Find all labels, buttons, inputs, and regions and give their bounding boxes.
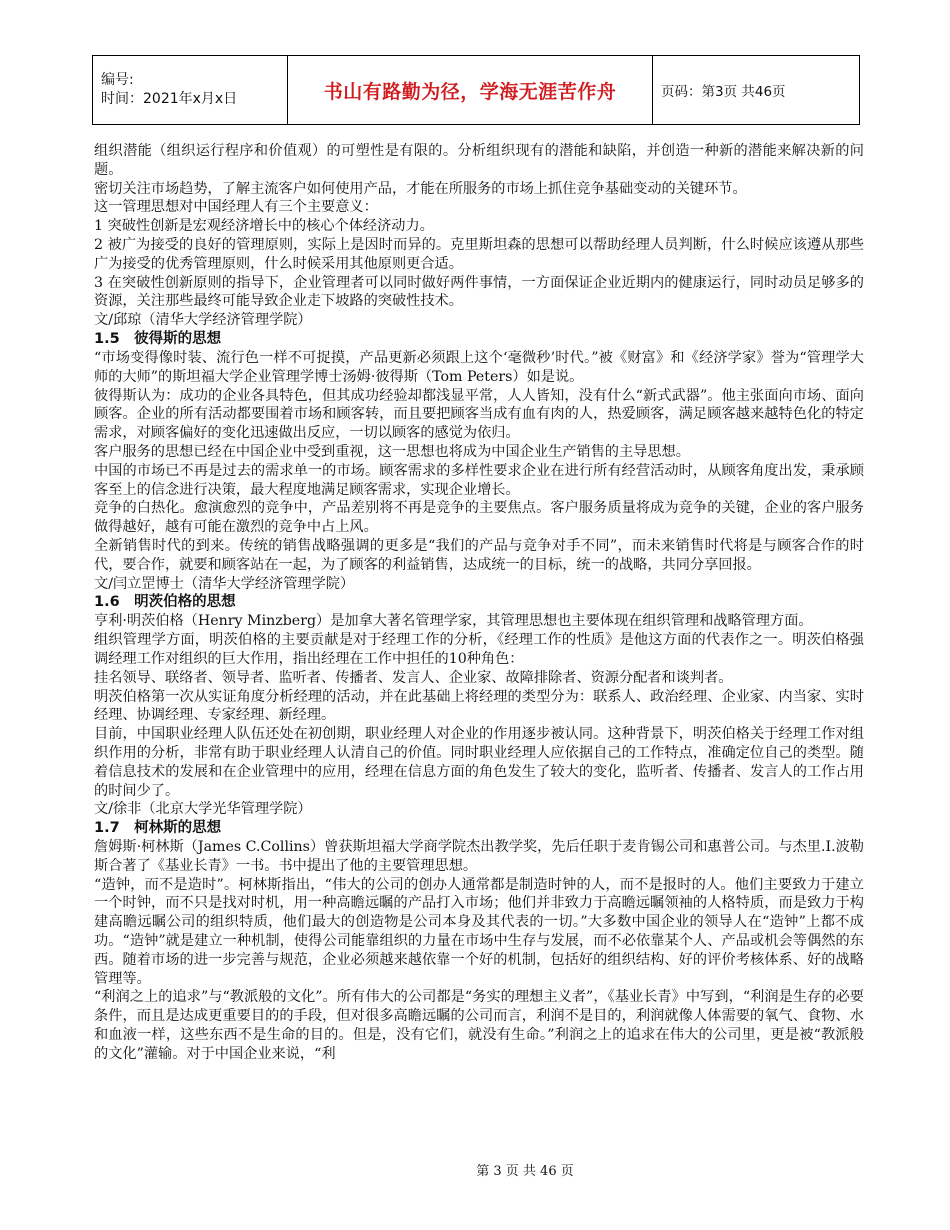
body-paragraph: 亨利·明茨伯格（Henry Minzberg）是加拿大著名管理学家，其管理思想也主要体现在组织管理和战略管理方面。 xyxy=(94,613,813,630)
body-paragraph: 2 被广为接受的良好的管理原则，实际上是因时而异的。克里斯坦森的思想可以帮助经理人员判断，什么时候应该遵从那些广为接受的优秀管理原则，什么时候采用其他原则更合适。 xyxy=(94,236,864,272)
document-body xyxy=(94,142,864,1064)
body-paragraph: “造钟，而不是造时”。柯林斯指出，“伟大的公司的创办人通常都是制造时钟的人，而不是报时的人。他们主要致力于建立一个时钟，而不只是找对时机，用一种高瞻远瞩的产品打入市场；他们并非致力于高瞻远瞩领袖的人格特质，而是致力于构建高瞻远瞩公司的组织特质，他们最大的创造物是公司本身及其代表的一切。”大多数中国企业的领导人在“造钟”上都不成功。“造钟”就是建立一种机制，使得公司能靠组织的力量在市场中生存与发展，而不必依靠某个人、产品或机会等偶然的东西。随着市场的进一步完善与规范，企业必须越来越依靠一个好的机制，包括好的组织结构、好的评价考核体系、好的战略管理等。 xyxy=(94,876,864,987)
body-paragraph: 詹姆斯·柯林斯（James C.Collins）曾获斯坦福大学商学院杰出教学奖，先后任职于麦肯锡公司和惠普公司。与杰里.I.波勒斯合著了《基业长青》一书。书中提出了他的主要管理思想。 xyxy=(94,839,864,874)
page-info: 页码：第3页 共46页 xyxy=(661,84,786,100)
body-paragraph: 目前，中国职业经理人队伍还处在初创期，职业经理人对企业的作用逐步被认同。这种背景下，明茨伯格关于经理工作对组织作用的分析，非常有助于职业经理人认清自己的价值。同时职业经理人应依据自己的工作特点，准确定位自己的类型。随着信息技术的发展和在企业管理中的应用，经理在信息方面的角色发生了较大的变化，监听者、传播者、发言人的工作占用的时间少了。 xyxy=(94,726,864,799)
number-label: 编号: xyxy=(101,72,134,88)
body-paragraph: 文/邱琼（清华大学经济管理学院） xyxy=(94,312,312,329)
page-footer xyxy=(0,1160,950,1179)
body-paragraph: 组织管理学方面，明茨伯格的主要贡献是对于经理工作的分析，《经理工作的性质》是他这方面的代表作之一。明茨伯格强调经理工作对组织的巨大作用，指出经理在工作中担任的10种角色： xyxy=(94,632,864,667)
motto-text: 书山有路勤为径，学海无涯苦作舟 xyxy=(323,80,617,103)
footer-page-number: 第 3 页 共 46 页 xyxy=(476,1164,574,1179)
body-paragraph: 全新销售时代的到来。传统的销售战略强调的更多是“我们的产品与竞争对手不同”，而未来销售时代将是与顾客合作的时代，要合作，就要和顾客站在一起，为了顾客的利益销售，达成统一的目标，统一的战略，共同分享回报。 xyxy=(94,537,864,573)
body-paragraph: 组织潜能（组织运行程序和价值观）的可塑性是有限的。分析组织现有的潜能和缺陷，并创造一种新的潜能来解决新的问题。 xyxy=(94,143,864,178)
body-paragraph: 挂名领导、联络者、领导者、监听者、传播者、发言人、企业家、故障排除者、资源分配者和谈判者。 xyxy=(94,669,733,686)
body-paragraph: 3 在突破性创新原则的指导下，企业管理者可以同时做好两件事情，一方面保证企业近期内的健康运行，同时动员足够多的资源，关注那些最终可能导致企业走下坡路的突破性技术。 xyxy=(94,274,864,310)
body-paragraph: “利润之上的追求”与“教派般的文化”。所有伟大的公司都是“务实的理想主义者”，《基业长青》中写到，“利润是生存的必要条件，而且是达成更重要目的的手段，但对很多高瞻远瞩的公司而言，利润不是目的，利润就像人体需要的氧气、食物、水和血液一样，这些东西不是生命的目的。但是，没有它们，就没有生命。”利润之上的追求在伟大的公司里，更是被“教派般的文化”灌输。对于中国企业来说，“利 xyxy=(94,989,864,1062)
header-page-cell xyxy=(653,56,859,124)
header-table xyxy=(92,55,860,125)
body-paragraph: “市场变得像时装、流行色一样不可捉摸，产品更新必须跟上这个‘毫微秒’时代。”被《财富》和《经济学家》誉为“管理学大师的大师”的斯坦福大学企业管理学博士汤姆·彼得斯（Tom Peters）如是说。 xyxy=(94,349,864,385)
body-paragraph: 彼得斯认为：成功的企业各具特色，但其成功经验却都浅显平常，人人皆知，没有什么“新式武器”。他主张面向市场、面向顾客。企业的所有活动都要围着市场和顾客转，而且要把顾客当成有血有肉的人，热爱顾客，满足顾客越来越特色化的特定需求，对顾客偏好的变化迅速做出反应，一切以顾客的感觉为依归。 xyxy=(94,387,864,442)
body-paragraph: 明茨伯格第一次从实证角度分析经理的活动，并在此基础上将经理的类型分为：联系人、政治经理、企业家、内当家、实时经理、协调经理、专家经理、新经理。 xyxy=(94,688,864,724)
section-heading: 1.7 柯林斯的思想 xyxy=(94,820,222,837)
body-paragraph: 1 突破性创新是宏观经济增长中的核心个体经济动力。 xyxy=(94,218,434,235)
time-label: 时间：2021年x月x日 xyxy=(101,91,238,107)
section-heading: 1.5 彼得斯的思想 xyxy=(94,330,222,347)
header-left-cell xyxy=(93,56,288,124)
body-paragraph: 密切关注市场趋势，了解主流客户如何使用产品，才能在所服务的市场上抓住竞争基础变动的关键环节。 xyxy=(94,180,747,197)
header-motto-cell xyxy=(288,56,653,124)
body-paragraph: 客户服务的思想已经在中国企业中受到重视，这一思想也将成为中国企业生产销售的主导思想。 xyxy=(94,443,690,460)
section-heading: 1.6 明茨伯格的思想 xyxy=(94,594,236,611)
body-paragraph: 文/徐非（北京大学光华管理学院） xyxy=(94,801,312,818)
body-paragraph: 这一管理思想对中国经理人有三个主要意义： xyxy=(94,199,378,216)
body-paragraph: 竞争的白热化。愈演愈烈的竞争中，产品差别将不再是竞争的主要焦点。客户服务质量将成为竞争的关键，企业的客户服务做得越好，越有可能在激烈的竞争中占上风。 xyxy=(94,500,864,536)
body-paragraph: 中国的市场已不再是过去的需求单一的市场。顾客需求的多样性要求企业在进行所有经营活动时，从顾客角度出发，秉承顾客至上的信念进行决策，最大程度地满足顾客需求，实现企业增长。 xyxy=(94,462,864,498)
body-paragraph: 文/闫立罡博士（清华大学经济管理学院） xyxy=(94,575,355,592)
